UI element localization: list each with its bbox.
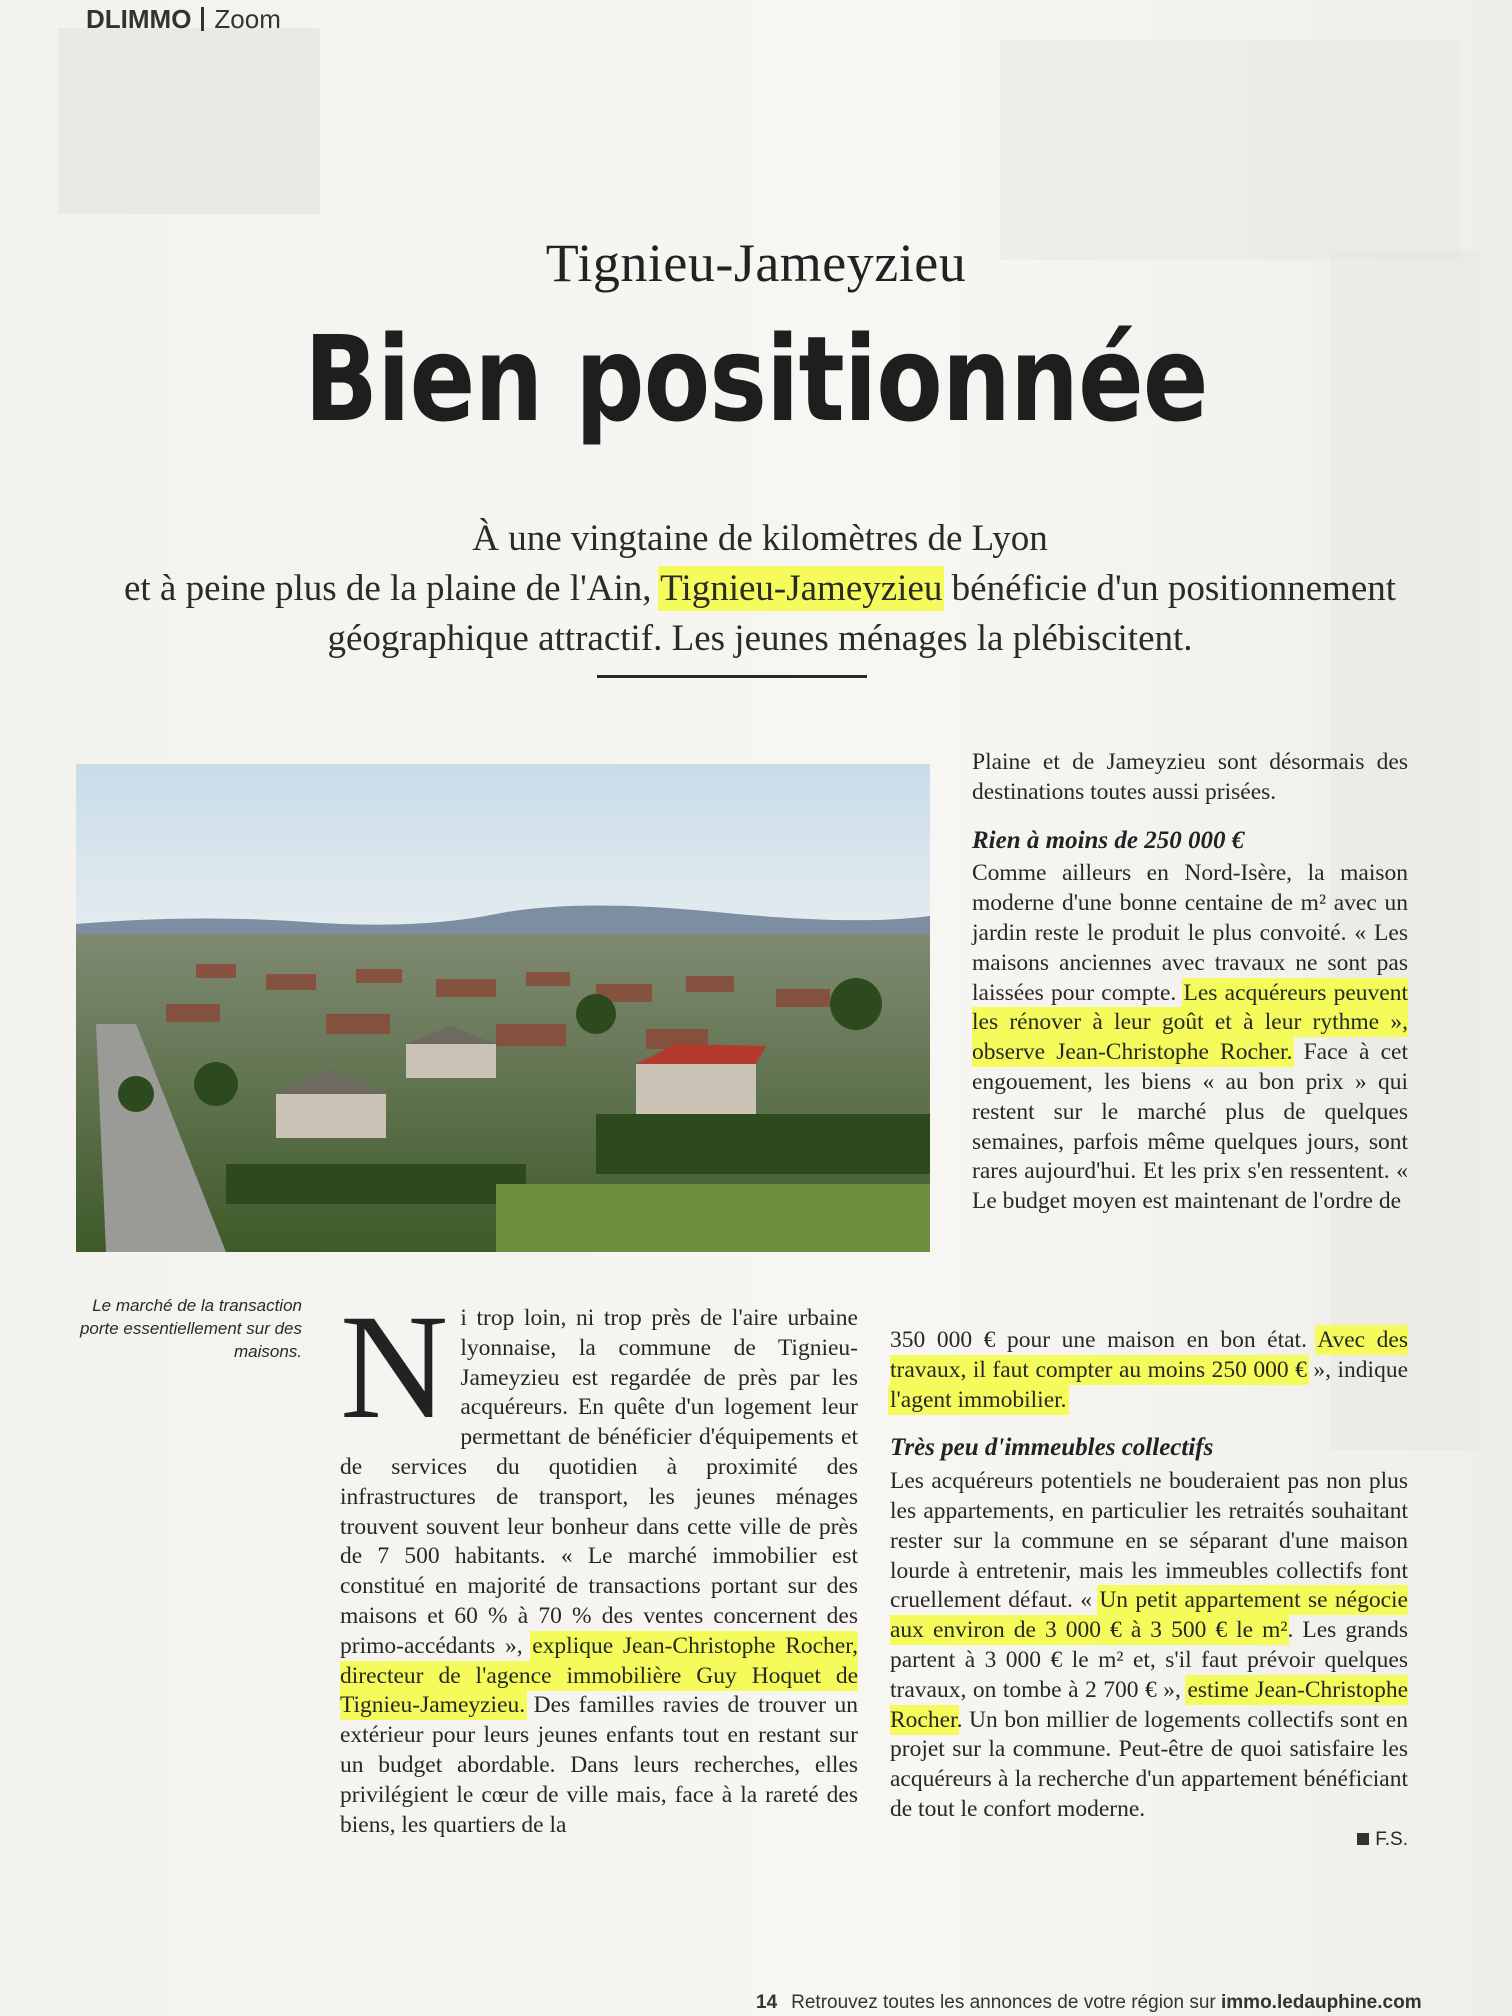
author-initials: F.S. bbox=[1375, 1828, 1408, 1850]
article-column-3 bbox=[890, 1326, 1408, 1855]
author-signature bbox=[890, 1825, 1408, 1855]
town-aerial-photo bbox=[76, 764, 930, 1252]
lead-line-1: À une vingtaine de kilomètres de Lyon bbox=[472, 518, 1048, 559]
highlighted-quote: Avec des travaux, il faut compter au moins 250 000 € bbox=[890, 1327, 1408, 1383]
aerial-photo-illustration bbox=[76, 764, 930, 1252]
highlighted-quote: l'agent immobilier. bbox=[890, 1386, 1067, 1413]
lead-text: bénéficie d'un positionnement bbox=[942, 568, 1397, 609]
end-square-icon bbox=[1357, 1833, 1369, 1845]
article-title: Bien positionnée bbox=[304, 310, 1208, 448]
footer-url: immo.ledauphine.com bbox=[1221, 1992, 1422, 2013]
body-text: », indique bbox=[1306, 1356, 1409, 1383]
body-text: Comme ailleurs en Nord-Isère, la maison moderne d'une bonne centaine de m² avec un jardin reste le produit le plus convoité. « Les maisons anciennes avec travaux ne sont pas laissées pour compte. bbox=[972, 860, 1408, 1006]
subheading-price: Rien à moins de 250 000 € bbox=[972, 826, 1245, 854]
highlighted-quote: estime Jean-Christophe Rocher bbox=[890, 1676, 1409, 1733]
body-text: . Un bon millier de logements collectifs sont en projet sur la commune. Peut-être de quoi satisfaire les acquéreurs à la recherche d'un appartement bénéficiant de tout le confort moderne. bbox=[890, 1706, 1408, 1822]
highlighted-quote: Les acquéreurs peuvent les rénover à leur goût et à leur rythme », observe Jean-Christophe Rocher. bbox=[972, 979, 1409, 1066]
body-text: Plaine et de Jameyzieu sont désormais des destinations toutes aussi prisées. bbox=[972, 749, 1408, 805]
section-header bbox=[86, 4, 281, 35]
show-through-top-right bbox=[1000, 40, 1460, 260]
drop-cap: N bbox=[340, 1284, 449, 1450]
lead-line-2 bbox=[90, 564, 1430, 614]
highlighted-quote: Un petit appartement se négocie aux environ de 3 000 € à 3 500 € le m² bbox=[890, 1587, 1408, 1644]
article-kicker: Tignieu-Jameyzieu bbox=[545, 233, 967, 293]
article-column-2 bbox=[972, 748, 1408, 1217]
section-label: Zoom bbox=[214, 4, 281, 34]
footer-text: Retrouvez toutes les annonces de votre région sur bbox=[791, 1992, 1221, 2013]
lead-highlight: Tignieu-Jameyzieu bbox=[660, 568, 943, 609]
article-column-1 bbox=[340, 1284, 858, 1840]
page-number: 14 bbox=[756, 1992, 778, 2013]
brand-label: DLIMMO bbox=[86, 4, 192, 34]
subheading-collective: Très peu d'immeubles collectifs bbox=[890, 1434, 1214, 1462]
photo-caption: Le marché de la transaction porte essentiellement sur des maisons. bbox=[79, 1296, 302, 1361]
lead-line-3: géographique attractif. Les jeunes ménages la plébiscitent. bbox=[327, 618, 1193, 659]
lead-text: et à peine plus de la plaine de l'Ain, bbox=[123, 568, 661, 609]
article-lead bbox=[90, 514, 1430, 664]
body-text: i trop loin, ni trop près de l'aire urbaine lyonnaise, la commune de Tignieu-Jameyzieu est regardée de près par les acquéreurs. En quête d'un logement leur permettant de bénéficier d'équipements et de services du quotidien à proximité des infrastructures de transport, les jeunes ménages trouvent souvent leur bonheur dans cette ville de près de 7 500 habitants. « Le marché immobilier est constitué en majorité de transactions portant sur des maisons et 60 % à 70 % des ventes concernent des primo-accédants », bbox=[340, 1305, 858, 1659]
lead-rule bbox=[597, 675, 867, 678]
show-through-top-left bbox=[58, 28, 320, 214]
body-text: Face à cet engouement, les biens « au bon prix » qui restent sur le marché plus de quelques semaines, parfois même quelques jours, sont rares aujourd'hui. Et les prix s'en ressentent. « Le budget moyen est maintenant de l'ordre de bbox=[972, 1039, 1408, 1215]
page-footer bbox=[756, 1992, 1422, 2014]
highlighted-quote: explique Jean-Christophe Rocher, directeur de l'agence immobilière Guy Hoquet de Tignieu-Jameyzieu. bbox=[340, 1632, 858, 1719]
body-text: Des familles ravies de trouver un extérieur pour leurs jeunes enfants tout en restant sur un budget abordable. Dans leurs recherches, elles privilégient le cœur de ville mais, face à la rareté des biens, les quartiers de la bbox=[340, 1692, 858, 1838]
body-text: Les acquéreurs potentiels ne bouderaient pas non plus les appartements, en particulier les retraités souhaitant rester sur la commune en se séparant d'une maison lourde à entretenir, mais les immeubles collectifs font cruellement défaut. « bbox=[890, 1468, 1408, 1614]
body-text: 350 000 € pour une maison en bon état. bbox=[890, 1327, 1318, 1353]
body-text: . Les grands partent à 3 000 € le m² et, s'il faut prévoir quelques travaux, on tombe à 2 700 € », bbox=[890, 1617, 1408, 1703]
header-divider bbox=[201, 7, 204, 31]
